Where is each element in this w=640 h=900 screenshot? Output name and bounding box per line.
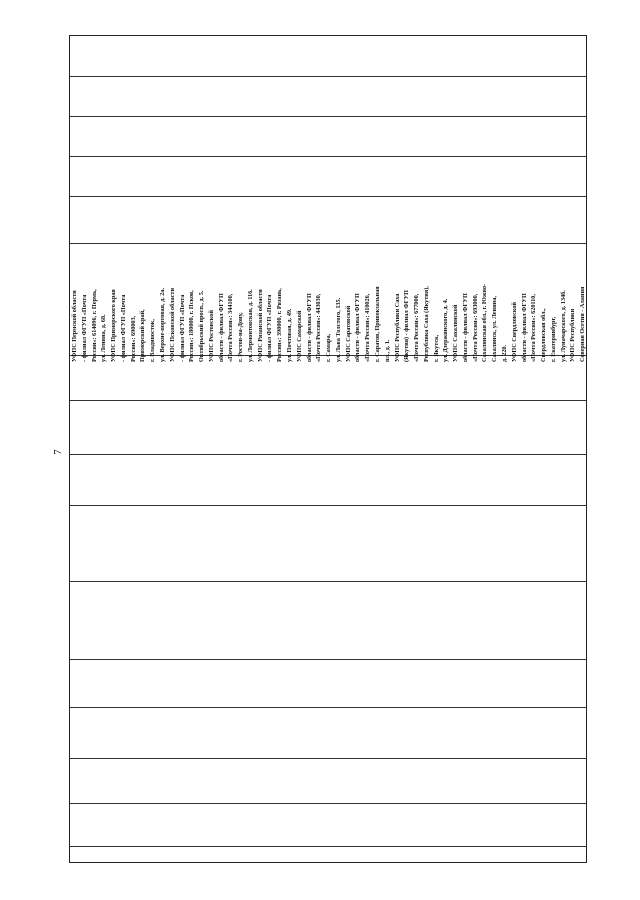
- address-line: УФПС Сахалинской: [452, 304, 460, 362]
- address-line: Сахалинская обл., г. Южно-: [481, 283, 489, 362]
- address-line: области - филиал ФГУП: [520, 293, 528, 362]
- address-line: УФПС Республики Саха: [393, 293, 401, 362]
- address-line: ул. Верхне-портовая, д. 2а.: [158, 287, 166, 362]
- address-line: УФПС Саратовской: [344, 305, 352, 362]
- address-line: УФПС Псковской области: [168, 287, 176, 362]
- address-line: УФПС Приморского края: [110, 289, 118, 362]
- address-line: области - филиал ФГУП: [305, 293, 313, 362]
- page-number: 7: [51, 449, 64, 455]
- row-divider: [70, 156, 586, 157]
- row-divider: [70, 581, 586, 582]
- address-line: ул. Лермонтовская, д. 116.: [246, 289, 254, 362]
- row-divider: [70, 707, 586, 708]
- address-line: - филиал ФГУП «Почта: [178, 294, 186, 362]
- row-divider: [70, 76, 586, 77]
- row-divider: [70, 400, 586, 401]
- address-line: г. Саратов, Привокзальная: [373, 286, 381, 362]
- address-line: «Почта России»: 344100,: [227, 293, 235, 362]
- row-divider: [70, 454, 586, 455]
- row-divider: [70, 505, 586, 506]
- address-line: «Почта России»: 410026,: [364, 293, 372, 362]
- address-line: России»: 390000, г. Рязань,: [276, 288, 284, 362]
- address-line: области - филиал ФГУП: [354, 293, 362, 362]
- address-line: области - филиал ФГУП: [217, 293, 225, 362]
- address-line: Сахалинск, ул. Ленина,: [491, 296, 499, 362]
- row-divider: [70, 846, 586, 847]
- address-line: области - филиал ФГУП: [461, 293, 469, 362]
- address-line: «Почта России»: 620110,: [530, 294, 538, 362]
- address-line: России»: 614096, г. Пермь,: [90, 289, 98, 362]
- row-divider: [70, 803, 586, 804]
- address-line: ул. Льва Толстого, 135.: [334, 297, 342, 362]
- address-line: ул. Почтовая, д. 49.: [286, 308, 294, 362]
- row-divider: [70, 659, 586, 660]
- address-line: ул. Луначарского, д. 134б.: [559, 290, 567, 362]
- address-line: УФПС Рязанской области: [256, 289, 264, 362]
- address-line: (Якутия) - филиал ФГУП: [403, 290, 411, 362]
- address-text-rotated: [70, 244, 588, 364]
- address-line: г. Самара,: [325, 333, 333, 362]
- address-line: - филиал ФГУП «Почта: [266, 294, 274, 362]
- address-cell: [70, 244, 588, 364]
- address-line: - филиал ФГУП «Почта: [80, 294, 88, 362]
- address-line: «Почта России»: 443030,: [315, 293, 323, 362]
- address-line: УФПС Ростовской: [207, 310, 215, 362]
- address-line: Октябрьский просп., д. 5.: [198, 290, 206, 362]
- address-line: УФПС Республики: [569, 308, 577, 362]
- row-divider: [70, 196, 586, 197]
- address-line: Северная Осетия - Алания: [579, 286, 587, 362]
- address-line: ул. Ленина, д. 68.: [100, 314, 108, 362]
- address-line: ул. Дзержинского, д. 4.: [442, 298, 450, 362]
- address-line: УФПС Свердловской: [510, 302, 518, 362]
- address-line: «Почта России»: 677000,: [413, 293, 421, 362]
- address-line: Республика Саха (Якутия),: [422, 286, 430, 362]
- address-line: пл., д. 1.: [383, 339, 391, 362]
- address-line: г. Екатеринбург,: [549, 316, 557, 362]
- address-line: г. Якутск,: [432, 334, 440, 362]
- address-line: г. Ростов-на-Дону,: [237, 312, 245, 362]
- address-line: «Почта России»: 693000,: [471, 293, 479, 362]
- address-line: д. 220.: [501, 344, 509, 362]
- address-line: России»: 690003,: [129, 315, 137, 362]
- table-frame: [69, 35, 587, 863]
- address-line: г. Владивосток,: [149, 319, 157, 362]
- address-line: Свердловская обл.,: [540, 308, 548, 362]
- address-line: - филиал ФГУП «Почта: [119, 294, 127, 362]
- address-line: Приморский край,: [139, 309, 147, 362]
- address-line: России»: 180000, г. Псков,: [188, 290, 196, 362]
- row-divider: [70, 116, 586, 117]
- address-line: УФПС Самарской: [295, 310, 303, 362]
- row-divider: [70, 758, 586, 759]
- address-line: УФПС Пермской области: [71, 290, 78, 362]
